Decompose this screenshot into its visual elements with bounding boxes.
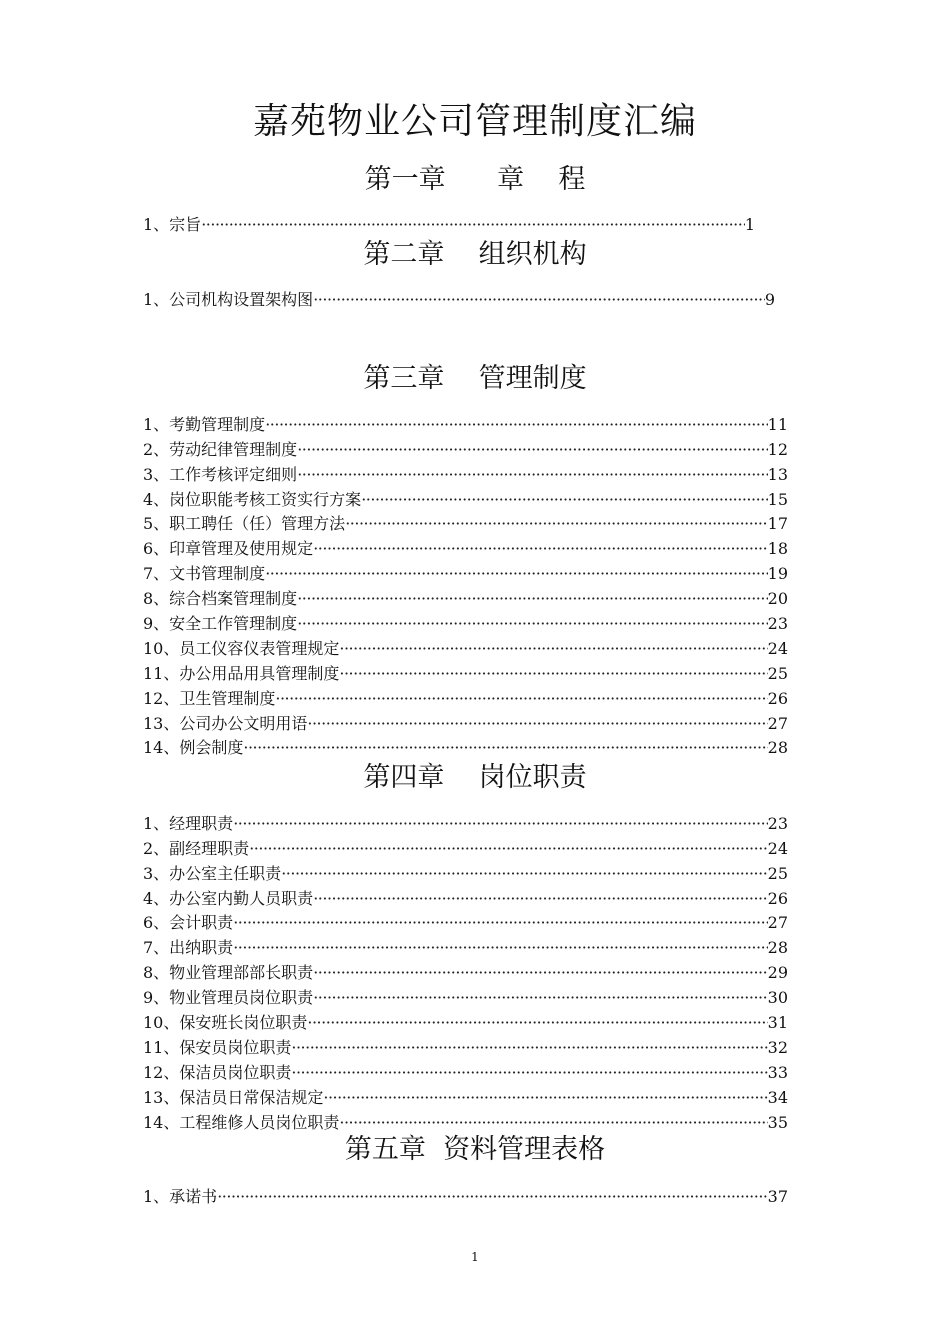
toc-entry-label: 6、印章管理及使用规定 bbox=[143, 539, 314, 559]
toc-entry[interactable] bbox=[143, 1108, 788, 1133]
dot-leader bbox=[297, 440, 767, 460]
toc-entry[interactable] bbox=[143, 1033, 788, 1058]
dot-leader bbox=[313, 988, 767, 1008]
toc-entry-label: 9、物业管理员岗位职责 bbox=[143, 988, 314, 1008]
toc-entry[interactable] bbox=[143, 1083, 788, 1108]
chapter-3-heading: 第三章 管理制度 bbox=[363, 363, 587, 394]
dot-leader bbox=[297, 614, 767, 634]
toc-entry-page: 12 bbox=[767, 439, 788, 459]
toc-entry-label: 1、公司机构设置架构图 bbox=[143, 289, 314, 309]
toc-entry[interactable] bbox=[143, 734, 788, 759]
chapter-1-entries bbox=[143, 210, 755, 235]
dot-leader bbox=[313, 290, 765, 310]
toc-entry-page: 19 bbox=[767, 564, 788, 584]
toc-entry-label: 8、综合档案管理制度 bbox=[143, 589, 298, 609]
toc-entry[interactable] bbox=[143, 460, 788, 485]
chapter-4-entries bbox=[143, 809, 788, 1133]
toc-entry[interactable] bbox=[143, 485, 788, 510]
toc-entry-label: 14、工程维修人员岗位职责 bbox=[143, 1112, 340, 1132]
toc-entry-label: 10、保安班长岗位职责 bbox=[143, 1013, 308, 1033]
toc-entry-label: 9、安全工作管理制度 bbox=[143, 614, 298, 634]
toc-entry-page: 35 bbox=[767, 1112, 788, 1132]
toc-entry-page: 32 bbox=[767, 1037, 788, 1057]
toc-entry[interactable] bbox=[143, 534, 788, 559]
toc-entry-page: 28 bbox=[767, 738, 788, 758]
toc-entry-label: 13、保洁员日常保洁规定 bbox=[143, 1087, 324, 1107]
toc-entry-page: 34 bbox=[767, 1087, 788, 1107]
dot-leader bbox=[307, 714, 767, 734]
dot-leader bbox=[291, 1038, 767, 1058]
toc-entry[interactable] bbox=[143, 933, 788, 958]
toc-entry-page: 15 bbox=[767, 489, 788, 509]
toc-entry-page: 23 bbox=[767, 813, 788, 833]
chapter-2-heading: 第二章 组织机构 bbox=[363, 239, 587, 270]
toc-entry-page: 17 bbox=[767, 514, 788, 534]
chapter-5-entries bbox=[143, 1182, 788, 1207]
toc-entry[interactable] bbox=[143, 684, 788, 709]
dot-leader bbox=[339, 1113, 767, 1133]
toc-entry-label: 8、物业管理部部长职责 bbox=[143, 963, 314, 983]
toc-entry-page: 27 bbox=[767, 913, 788, 933]
toc-entry-label: 12、卫生管理制度 bbox=[143, 688, 276, 708]
toc-entry-page: 25 bbox=[767, 663, 788, 683]
toc-entry-page: 9 bbox=[764, 289, 775, 309]
toc-entry-page: 23 bbox=[767, 614, 788, 634]
toc-entry[interactable] bbox=[143, 983, 788, 1008]
toc-entry[interactable] bbox=[143, 559, 788, 584]
toc-entry-page: 26 bbox=[767, 888, 788, 908]
chapter-5-heading: 第五章 资料管理表格 bbox=[344, 1134, 606, 1165]
toc-entry-label: 7、出纳职责 bbox=[143, 938, 234, 958]
dot-leader bbox=[297, 589, 767, 609]
toc-entry-label: 4、岗位职能考核工资实行方案 bbox=[143, 489, 362, 509]
toc-entry[interactable] bbox=[143, 285, 775, 310]
toc-entry-label: 1、承诺书 bbox=[143, 1186, 218, 1206]
toc-entry-label: 3、办公室主任职责 bbox=[143, 863, 282, 883]
toc-entry-label: 3、工作考核评定细则 bbox=[143, 464, 298, 484]
toc-entry-page: 18 bbox=[767, 539, 788, 559]
toc-entry-page: 29 bbox=[767, 963, 788, 983]
toc-entry[interactable] bbox=[143, 510, 788, 535]
dot-leader bbox=[233, 814, 767, 834]
dot-leader bbox=[297, 465, 767, 485]
toc-entry-label: 2、劳动纪律管理制度 bbox=[143, 439, 298, 459]
toc-entry-label: 4、办公室内勤人员职责 bbox=[143, 888, 314, 908]
toc-entry[interactable] bbox=[143, 958, 788, 983]
toc-entry-page: 11 bbox=[767, 414, 788, 434]
toc-entry-label: 6、会计职责 bbox=[143, 913, 234, 933]
toc-entry-label: 11、保安员岗位职责 bbox=[143, 1037, 292, 1057]
toc-entry[interactable] bbox=[143, 1008, 788, 1033]
toc-entry[interactable] bbox=[143, 834, 788, 859]
dot-leader bbox=[339, 664, 767, 684]
dot-leader bbox=[265, 415, 767, 435]
toc-entry[interactable] bbox=[143, 859, 788, 884]
dot-leader bbox=[291, 1063, 767, 1083]
toc-entry[interactable] bbox=[143, 709, 788, 734]
toc-entry-page: 28 bbox=[767, 938, 788, 958]
toc-entry[interactable] bbox=[143, 1182, 788, 1207]
dot-leader bbox=[313, 889, 767, 909]
toc-entry-page: 30 bbox=[767, 988, 788, 1008]
dot-leader bbox=[339, 639, 767, 659]
toc-entry-page: 31 bbox=[767, 1013, 788, 1033]
toc-entry[interactable] bbox=[143, 909, 788, 934]
toc-entry-label: 2、副经理职责 bbox=[143, 838, 250, 858]
toc-entry-page: 24 bbox=[767, 638, 788, 658]
toc-entry-label: 10、员工仪容仪表管理规定 bbox=[143, 638, 340, 658]
toc-entry-label: 5、职工聘任（任）管理方法 bbox=[143, 514, 346, 534]
dot-leader bbox=[361, 490, 767, 510]
toc-entry-page: 26 bbox=[767, 688, 788, 708]
dot-leader bbox=[265, 564, 767, 584]
toc-entry-label: 14、例会制度 bbox=[143, 738, 244, 758]
toc-entry[interactable] bbox=[143, 584, 788, 609]
toc-entry[interactable] bbox=[143, 609, 788, 634]
dot-leader bbox=[201, 215, 745, 235]
toc-entry[interactable] bbox=[143, 659, 788, 684]
toc-entry-label: 1、经理职责 bbox=[143, 813, 234, 833]
toc-entry-label: 1、考勤管理制度 bbox=[143, 414, 266, 434]
toc-entry[interactable] bbox=[143, 410, 788, 435]
toc-entry-page: 1 bbox=[744, 214, 755, 234]
toc-entry-page: 20 bbox=[767, 589, 788, 609]
dot-leader bbox=[249, 839, 767, 859]
chapter-4-heading: 第四章 岗位职责 bbox=[363, 762, 587, 793]
toc-entry-page: 37 bbox=[767, 1186, 788, 1206]
dot-leader bbox=[233, 913, 767, 933]
toc-entry-label: 11、办公用品用具管理制度 bbox=[143, 663, 340, 683]
toc-entry-page: 13 bbox=[767, 464, 788, 484]
toc-entry[interactable] bbox=[143, 435, 788, 460]
document-title: 嘉苑物业公司管理制度汇编 bbox=[252, 101, 697, 142]
dot-leader bbox=[323, 1088, 767, 1108]
dot-leader bbox=[313, 539, 767, 559]
chapter-3-entries bbox=[143, 410, 788, 758]
dot-leader bbox=[307, 1013, 767, 1033]
dot-leader bbox=[281, 864, 767, 884]
toc-entry-label: 7、文书管理制度 bbox=[143, 564, 266, 584]
dot-leader bbox=[275, 689, 767, 709]
toc-entry-label: 13、公司办公文明用语 bbox=[143, 713, 308, 733]
toc-entry[interactable] bbox=[143, 1058, 788, 1083]
dot-leader bbox=[243, 738, 767, 758]
page-number: 1 bbox=[471, 1250, 479, 1264]
toc-entry-page: 24 bbox=[767, 838, 788, 858]
toc-entry[interactable] bbox=[143, 634, 788, 659]
chapter-1-heading: 第一章 章 程 bbox=[364, 164, 586, 195]
chapter-2-entries bbox=[143, 285, 775, 310]
toc-entry[interactable] bbox=[143, 210, 755, 235]
toc-entry[interactable] bbox=[143, 809, 788, 834]
dot-leader bbox=[345, 514, 767, 534]
dot-leader bbox=[217, 1187, 767, 1207]
toc-entry-page: 27 bbox=[767, 713, 788, 733]
dot-leader bbox=[313, 963, 767, 983]
toc-entry-page: 33 bbox=[767, 1062, 788, 1082]
dot-leader bbox=[233, 938, 767, 958]
toc-entry-page: 25 bbox=[767, 863, 788, 883]
toc-entry-label: 1、宗旨 bbox=[143, 214, 202, 234]
toc-entry[interactable] bbox=[143, 884, 788, 909]
toc-entry-label: 12、保洁员岗位职责 bbox=[143, 1062, 292, 1082]
